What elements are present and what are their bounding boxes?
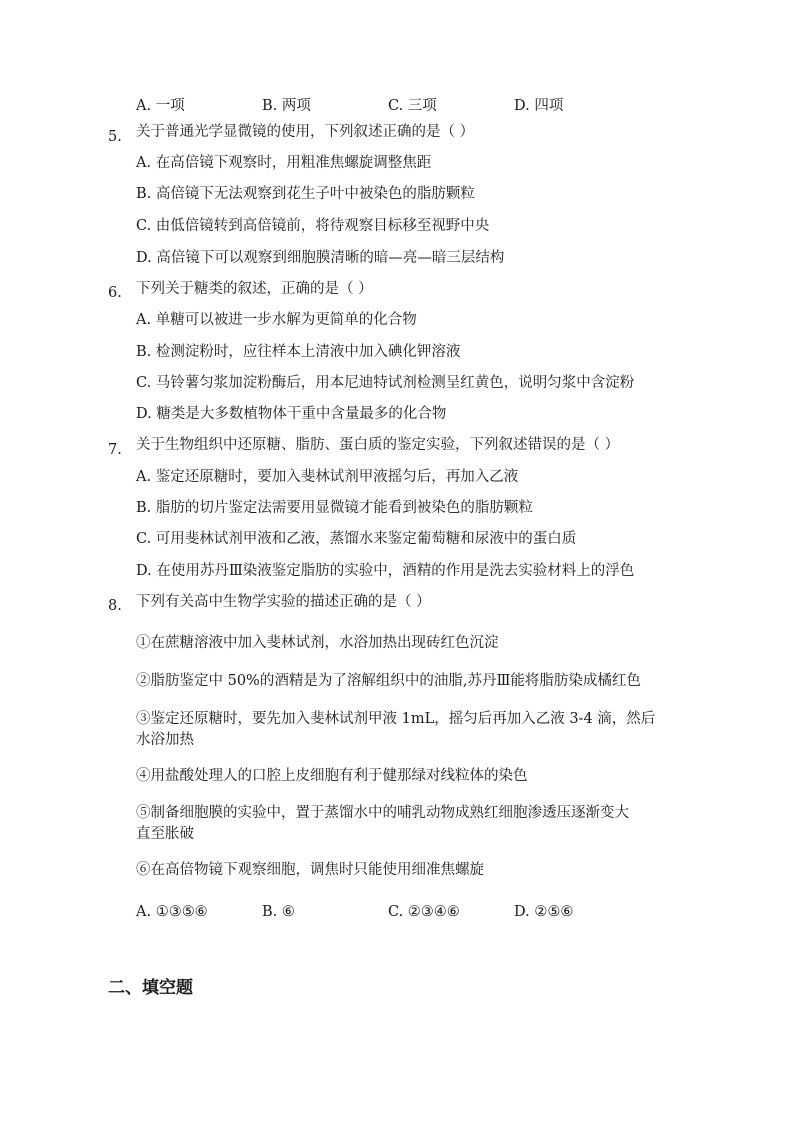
q8-statement-4: ④用盐酸处理人的口腔上皮细胞有利于健那绿对线粒体的染色	[136, 768, 528, 784]
q8-stem: 下列有关高中生物学实验的描述正确的是（ ）	[136, 594, 431, 610]
q8-statement-3-line2: 水浴加热	[136, 732, 194, 748]
q6-stem: 下列关于糖类的叙述，正确的是（ ）	[136, 281, 373, 297]
q5-option-a: A. 在高倍镜下观察时，用粗准焦螺旋调整焦距	[136, 155, 432, 171]
q6-option-c: C. 马铃薯匀浆加淀粉酶后，用本尼迪特试剂检测呈红黄色，说明匀浆中含淀粉	[136, 375, 635, 391]
q8-statement-6: ⑥在高倍物镜下观察细胞，调焦时只能使用细准焦螺旋	[136, 862, 484, 878]
q8-statement-2: ②脂肪鉴定中 50%的酒精是为了溶解组织中的油脂,苏丹Ⅲ能将脂肪染成橘红色	[136, 673, 641, 689]
q4-option-c: C. 三项	[388, 98, 437, 114]
q8-statement-5-line2: 直至胀破	[136, 826, 194, 842]
q8-number: 8.	[108, 598, 122, 614]
q6-number: 6.	[108, 285, 122, 301]
q8-statement-1: ①在蔗糖溶液中加入斐林试剂，水浴加热出现砖红色沉淀	[136, 635, 499, 651]
q8-statement-5-line1: ⑤制备细胞膜的实验中，置于蒸馏水中的哺乳动物成熟红细胞渗透压逐渐变大	[136, 805, 629, 821]
q6-option-d: D. 糖类是大多数植物体干重中含量最多的化合物	[136, 406, 447, 422]
q7-option-c: C. 可用斐林试剂甲液和乙液，蒸馏水来鉴定葡萄糖和尿液中的蛋白质	[136, 531, 577, 547]
q8-statement-3-line1: ③鉴定还原糖时，要先加入斐林试剂甲液 1mL，摇匀后再加入乙液 3-4 滴，然后	[136, 711, 656, 727]
q5-number: 5.	[108, 129, 122, 145]
q8-option-d: D. ②⑤⑥	[514, 904, 574, 920]
q8-option-a: A. ①③⑤⑥	[136, 904, 208, 920]
q7-stem: 关于生物组织中还原糖、脂肪、蛋白质的鉴定实验，下列叙述错误的是（ ）	[136, 437, 620, 453]
q4-option-d: D. 四项	[514, 98, 564, 114]
q6-option-b: B. 检测淀粉时，应往样本上清液中加入碘化钾溶液	[136, 344, 461, 360]
q7-option-b: B. 脂肪的切片鉴定法需要用显微镜才能看到被染色的脂肪颗粒	[136, 500, 533, 516]
q6-option-a: A. 单糖可以被进一步水解为更简单的化合物	[136, 312, 417, 328]
q7-number: 7.	[108, 442, 122, 458]
section-heading: 二、填空题	[108, 978, 193, 998]
q4-option-a: A. 一项	[136, 98, 185, 114]
q7-option-a: A. 鉴定还原糖时，要加入斐林试剂甲液摇匀后，再加入乙液	[136, 469, 519, 485]
q5-stem: 关于普通光学显微镜的使用，下列叙述正确的是（ ）	[136, 124, 475, 140]
q5-option-b: B. 高倍镜下无法观察到花生子叶中被染色的脂肪颗粒	[136, 186, 475, 202]
q5-option-c: C. 由低倍镜转到高倍镜前，将待观察目标移至视野中央	[136, 218, 490, 234]
q8-option-b: B. ⑥	[262, 904, 295, 920]
q8-option-c: C. ②③④⑥	[388, 904, 460, 920]
q7-option-d: D. 在使用苏丹Ⅲ染液鉴定脂肪的实验中，酒精的作用是洗去实验材料上的浮色	[136, 563, 635, 579]
q4-option-b: B. 两项	[262, 98, 311, 114]
q5-option-d: D. 高倍镜下可以观察到细胞膜清晰的暗—亮—暗三层结构	[136, 250, 505, 266]
